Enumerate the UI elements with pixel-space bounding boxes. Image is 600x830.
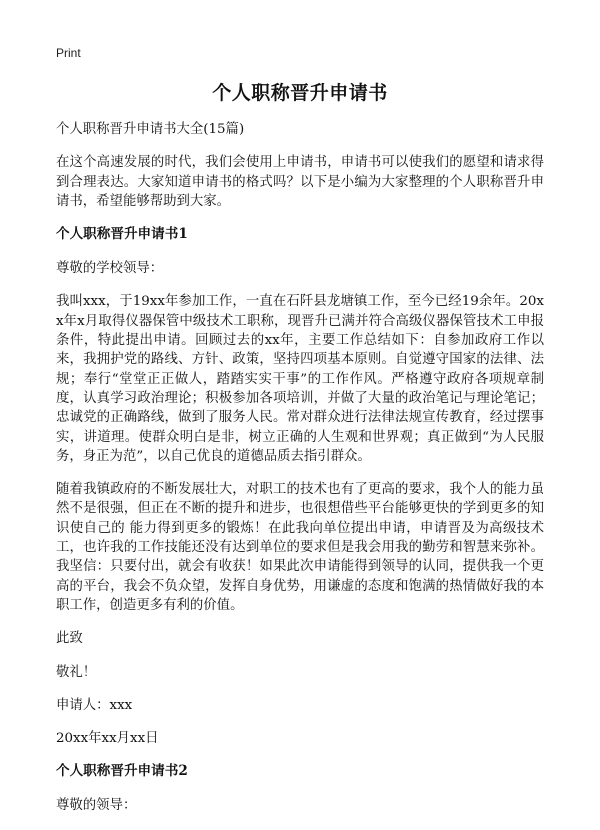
print-link[interactable]: Print: [56, 46, 81, 60]
closing-line-2: 敬礼！: [56, 664, 97, 680]
closing-line-1: 此致: [56, 631, 83, 647]
body-paragraph-1: 我叫xxx，于19xx年参加工作，一直在石阡县龙塘镇工作，至今已经19余年。20xx年x月取得仪器保管中级技术工职称，现晋升已满并符合高级仪器保管技术工申报条件，特此提出申请。回顾过去的xx年，主要工作总结如下：自参加政府工作以来，我拥护党的路线、方针、政策，坚持四项基本原则。自觉遵守国家的法律、法规；奉行“堂堂正正做人，踏踏实实干事”的工作作风。严格遵守政府各项规章制度，认真学习政治理论；积极参加各项培训，并做了大量的政治笔记与理论笔记；忠诚党的正确路线，做到了服务人民。常对群众进行法律法规宣传教育，经过摆事实，讲道理。使群众明白是非，树立正确的人生观和世界观；真正做到“为人民服务，身正为范”，以自己优良的道德品质去指引群众。: [56, 294, 544, 464]
salutation-1: 尊敬的学校领导：: [56, 261, 164, 277]
document-body: [56, 120, 544, 830]
document-subtitle: 个人职称晋升申请书大全(15篇): [56, 122, 245, 137]
body-paragraph-2: 随着我镇政府的不断发展壮大，对职工的技术也有了更高的要求，我个人的能力虽然不是很强，但正在不断的提升和进步，也很想借些平台能够更快的学到更多的知识使自己的 能力得到更多的锻炼！在此我向单位提出申请，申请晋及为高级技术工，也许我的工作技能还没有达到单位的要求但是我会用我的勤劳和智慧来弥补。我坚信：只要付出，就会有收获！如果此次申请能得到领导的认同，提供我一个更高的平台，我会不负众望，发挥自身优势，用谦虚的态度和饱满的热情做好我的本职工作，创造更多有利的价值。: [56, 482, 544, 613]
intro-paragraph: 在这个高速发展的时代，我们会使用上申请书，申请书可以使我们的愿望和请求得到合理表达。大家知道申请书的格式吗？以下是小编为大家整理的个人职称晋升申请书，希望能够帮助到大家。: [56, 155, 544, 209]
applicant-line: 申请人：xxx: [56, 697, 133, 713]
date-line: 20xx年xx月xx日: [56, 731, 159, 747]
salutation-2: 尊敬的领导：: [56, 798, 137, 814]
section-heading-2: 个人职称晋升申请书2: [56, 763, 188, 780]
document-title: 个人职称晋升申请书: [212, 82, 388, 104]
section-heading-1: 个人职称晋升申请书1: [56, 226, 188, 243]
